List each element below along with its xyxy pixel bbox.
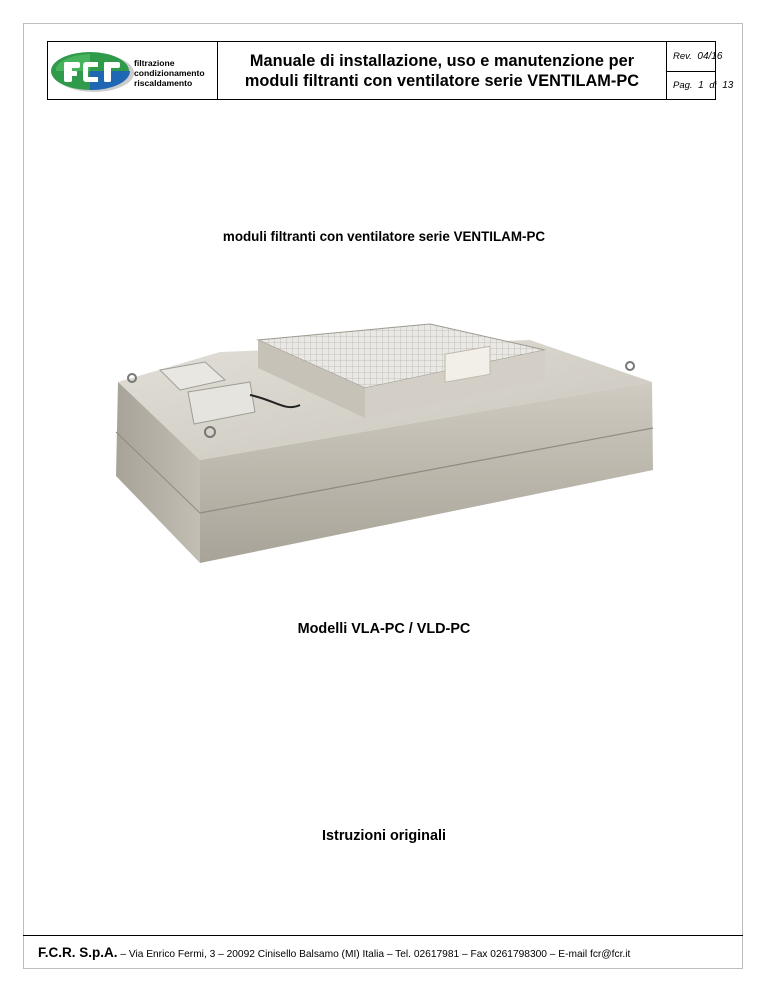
title-line-2: moduli filtranti con ventilatore serie VENTILAM-PC	[244, 71, 640, 90]
page-of: di	[709, 80, 717, 91]
product-photo	[100, 300, 670, 580]
company-details: – Via Enrico Fermi, 3 – 20092 Cinisello Balsamo (MI) Italia – Tel. 02617981 – Fax 0261798300 – E-mail fcr@fcr.it	[117, 949, 631, 960]
company-logo	[48, 42, 218, 99]
fcr-logo-icon	[48, 42, 136, 99]
logo-words	[134, 58, 205, 89]
revision-label: Rev.	[673, 51, 692, 62]
revision-value: 04/16	[697, 51, 723, 62]
document-subtitle: moduli filtranti con ventilatore serie VENTILAM-PC	[222, 229, 546, 244]
instructions-heading: Istruzioni originali	[322, 828, 446, 844]
logo-wordmark: fcr	[76, 97, 79, 99]
logo-word-3: riscaldamento	[134, 78, 193, 89]
page-current: 1	[698, 80, 704, 91]
models-heading: Modelli VLA-PC / VLD-PC	[297, 621, 471, 637]
footer	[38, 945, 630, 960]
title-line-1: Manuale di installazione, uso e manutenzione per	[249, 51, 635, 70]
revision-cell	[667, 42, 723, 72]
eyebolt-icon	[626, 362, 634, 370]
page-number	[673, 80, 733, 91]
page-total: 13	[722, 80, 734, 91]
company-name: F.C.R. S.p.A.	[38, 945, 118, 960]
header-title	[218, 42, 667, 99]
document-header	[47, 41, 734, 100]
logo-word-2: condizionamento	[134, 68, 205, 79]
page-label: Pag.	[673, 80, 693, 91]
revision-info	[673, 51, 722, 62]
logo-word-1: filtrazione	[134, 58, 175, 68]
revision-block	[667, 42, 734, 99]
footer-divider	[23, 935, 743, 936]
